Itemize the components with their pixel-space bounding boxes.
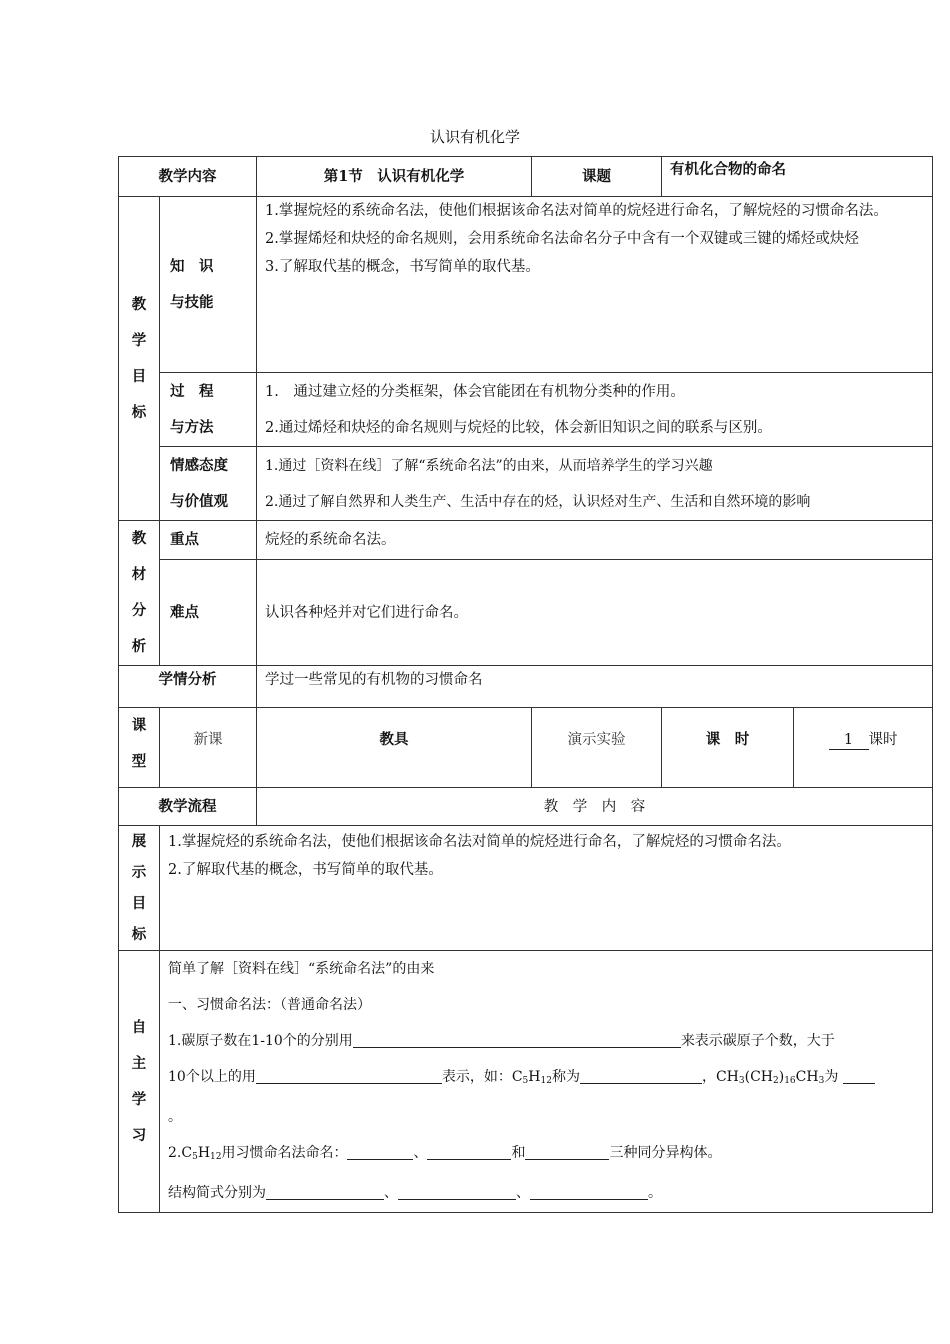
blank-field[interactable]: [256, 1065, 442, 1084]
key-text: 烷烃的系统命名法。: [257, 521, 933, 560]
goal-process-row: [119, 373, 933, 447]
self-study-label: 自 主 学 习: [119, 951, 160, 1213]
flow-label: 教学流程: [119, 788, 257, 826]
blank-field[interactable]: [266, 1181, 384, 1200]
q1-line1: 1.碳原子数在1-10个的分别用 来表示碳原子个数，大于: [168, 1023, 924, 1059]
tools-label: 教具: [257, 708, 532, 788]
hours-label: 课 时: [662, 708, 794, 788]
hours-cell: [794, 708, 933, 788]
self-study-text: [160, 951, 933, 1213]
formula-long: $CH_3(CH_2)_{16}CH_3$: [715, 1069, 825, 1086]
lesson-type-row: [119, 708, 933, 788]
process-line: 1. 通过建立烃的分类框架，体会官能团在有机物分类种的作用。: [265, 383, 685, 400]
q2-line: $2.C_5H_{12}$用习惯命名法命名： 、 和 三种同分异构体。: [168, 1135, 924, 1175]
blank-field[interactable]: [530, 1181, 648, 1200]
blank-field[interactable]: [843, 1065, 875, 1084]
blank-field[interactable]: [525, 1141, 609, 1160]
student-row: [119, 666, 933, 708]
emotion-line: 2.通过了解自然界和人类生产、生活中存在的烃，认识烃对生产、生活和自然环境的影响: [265, 493, 811, 510]
emotion-line: 1.通过［资料在线］了解“系统命名法”的由来，从而培养学生的学习兴趣: [265, 457, 713, 474]
show-goals-label: 展 示 目 标: [119, 826, 160, 951]
process-label: 过 程 与方法: [160, 373, 257, 447]
emotion-text: [257, 447, 933, 521]
q1-end: 。: [168, 1109, 182, 1125]
formula-c5h12: $C_5H_{12}$: [511, 1069, 552, 1086]
difficulty-text: 认识各种烃并对它们进行命名。: [257, 560, 933, 666]
header-row: [119, 157, 933, 197]
section-title: 第1节 认识有机化学: [257, 157, 532, 197]
analysis-difficulty-row: [119, 560, 933, 666]
heading-line: 一、习惯命名法：（普通命名法）: [168, 997, 371, 1013]
knowledge-label: 知 识 与技能: [160, 197, 257, 373]
flow-row: [119, 788, 933, 826]
document-title: 认识有机化学: [429, 128, 520, 146]
q3-line: 结构简式分别为 、 、 。: [168, 1175, 924, 1211]
process-text: [257, 373, 933, 447]
knowledge-text: [257, 197, 933, 373]
difficulty-label: 难点: [160, 560, 257, 666]
content-label: 教学内容: [119, 157, 257, 197]
self-study-row: [119, 951, 933, 1213]
emotion-label: 情感态度 与价值观: [160, 447, 257, 521]
student-label: 学情分析: [119, 666, 257, 708]
show-goals-row: [119, 826, 933, 951]
formula-c5h12: $C_5H_{12}$: [181, 1145, 222, 1162]
analysis-key-row: [119, 521, 933, 560]
topic-label: 课题: [532, 157, 662, 197]
hours-value: 1: [829, 731, 869, 750]
blank-field[interactable]: [353, 1029, 681, 1048]
goals-label: 教 学 目 标: [119, 197, 160, 521]
show-goal-line: 1.掌握烷烃的系统命名法，使他们根据该命名法对简单的烷烃进行命名，了解烷烃的习惯命名法。: [168, 834, 791, 850]
intro-line: 简单了解［资料在线］“系统命名法”的由来: [168, 961, 435, 977]
tools-value: 演示实验: [532, 708, 662, 788]
q1-line2: 10个以上的用 表示，如：$C_5H_{12}$称为 ，$CH_3(CH_2)_{16}CH_3$为: [168, 1059, 924, 1099]
key-label: 重点: [160, 521, 257, 560]
lesson-plan-table: [118, 156, 933, 1213]
show-goals-text: [160, 826, 933, 951]
blank-field[interactable]: [580, 1065, 702, 1084]
goal-knowledge-row: [119, 197, 933, 373]
goal-emotion-row: [119, 447, 933, 521]
process-line: 2.通过烯烃和炔烃的命名规则与烷烃的比较，体会新旧知识之间的联系与区别。: [265, 419, 772, 436]
knowledge-line: 3.了解取代基的概念，书写简单的取代基。: [265, 259, 540, 275]
topic-value: 有机化合物的命名: [662, 157, 933, 197]
analysis-label: 教 材 分 析: [119, 521, 160, 666]
knowledge-line: 1.掌握烷烃的系统命名法，使他们根据该命名法对简单的烷烃进行命名，了解烷烃的习惯命名法。: [265, 203, 888, 219]
knowledge-line: 2.掌握烯烃和炔烃的命名规则，会用系统命名法命名分子中含有一个双键或三键的烯烃或炔烃: [265, 231, 859, 247]
hours-unit: 课时: [868, 732, 898, 748]
lesson-type-label: 课 型: [119, 708, 160, 788]
blank-field[interactable]: [398, 1181, 516, 1200]
lesson-type-value: 新课: [160, 708, 257, 788]
show-goal-line: 2.了解取代基的概念，书写简单的取代基。: [168, 862, 443, 878]
flow-content-label: 教 学 内 容: [257, 788, 933, 826]
student-text: 学过一些常见的有机物的习惯命名: [257, 666, 933, 708]
blank-field[interactable]: [427, 1141, 511, 1160]
blank-field[interactable]: [347, 1141, 413, 1160]
